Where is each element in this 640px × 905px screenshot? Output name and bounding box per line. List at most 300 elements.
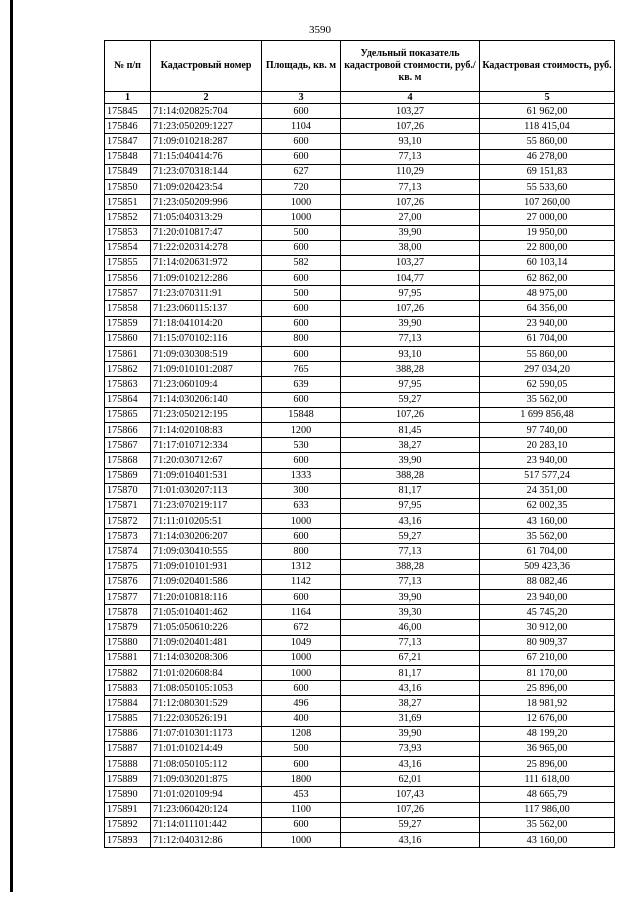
cadastral-number-cell: 71:09:020423:54: [151, 179, 262, 194]
cadastral-value-cell: 69 151,83: [480, 164, 615, 179]
table-row: [105, 422, 615, 437]
table-body: [105, 104, 615, 848]
unit-value-cell: 81,17: [341, 483, 480, 498]
area-cell: 300: [262, 483, 341, 498]
unit-value-cell: 59,27: [341, 817, 480, 832]
cadastral-value-cell: 61 704,00: [480, 544, 615, 559]
cadastral-number-cell: 71:09:010212:286: [151, 271, 262, 286]
table-row: [105, 757, 615, 772]
unit-value-cell: 97,95: [341, 498, 480, 513]
cadastral-number-cell: 71:23:060115:137: [151, 301, 262, 316]
area-cell: 1164: [262, 605, 341, 620]
table-row: [105, 149, 615, 164]
cadastral-number-cell: 71:12:040312:86: [151, 833, 262, 848]
unit-value-cell: 110,29: [341, 164, 480, 179]
row-index-cell: 175859: [105, 316, 151, 331]
area-cell: 400: [262, 711, 341, 726]
unit-value-cell: 77,13: [341, 635, 480, 650]
table-row: [105, 529, 615, 544]
cadastral-number-cell: 71:14:020825:704: [151, 104, 262, 119]
table-row: [105, 772, 615, 787]
table-row: [105, 347, 615, 362]
cadastral-number-cell: 71:09:010401:531: [151, 468, 262, 483]
table-row: [105, 195, 615, 210]
area-cell: 15848: [262, 407, 341, 422]
area-cell: 600: [262, 757, 341, 772]
unit-value-cell: 46,00: [341, 620, 480, 635]
cadastral-value-cell: 1 699 856,48: [480, 407, 615, 422]
header-unit-value: Удельный показатель кадастровой стоимости, руб./кв. м: [341, 41, 480, 92]
area-cell: 496: [262, 696, 341, 711]
area-cell: 720: [262, 179, 341, 194]
column-number: 4: [341, 92, 480, 104]
area-cell: 500: [262, 286, 341, 301]
cadastral-value-cell: 62 002,35: [480, 498, 615, 513]
cadastral-number-cell: 71:20:030712:67: [151, 453, 262, 468]
unit-value-cell: 39,90: [341, 316, 480, 331]
table-row: [105, 696, 615, 711]
cadastral-number-cell: 71:08:050105:1053: [151, 681, 262, 696]
area-cell: 582: [262, 255, 341, 270]
unit-value-cell: 43,16: [341, 757, 480, 772]
table-row: [105, 225, 615, 240]
row-index-cell: 175852: [105, 210, 151, 225]
cadastral-number-cell: 71:23:050209:1227: [151, 119, 262, 134]
unit-value-cell: 104,77: [341, 271, 480, 286]
unit-value-cell: 67,21: [341, 650, 480, 665]
row-index-cell: 175884: [105, 696, 151, 711]
cadastral-value-cell: 23 940,00: [480, 453, 615, 468]
area-cell: 627: [262, 164, 341, 179]
row-index-cell: 175882: [105, 665, 151, 680]
area-cell: 800: [262, 544, 341, 559]
cadastral-value-cell: 517 577,24: [480, 468, 615, 483]
header-index: № п/п: [105, 41, 151, 92]
row-index-cell: 175857: [105, 286, 151, 301]
table-row: [105, 726, 615, 741]
table-row: [105, 574, 615, 589]
row-index-cell: 175858: [105, 301, 151, 316]
row-index-cell: 175847: [105, 134, 151, 149]
table-row: [105, 681, 615, 696]
table-row: [105, 741, 615, 756]
unit-value-cell: 38,00: [341, 240, 480, 255]
unit-value-cell: 39,90: [341, 590, 480, 605]
area-cell: 600: [262, 681, 341, 696]
header-cadastral-number: Кадастровый номер: [151, 41, 262, 92]
area-cell: 600: [262, 149, 341, 164]
table-row: [105, 498, 615, 513]
row-index-cell: 175856: [105, 271, 151, 286]
table-row: [105, 377, 615, 392]
unit-value-cell: 77,13: [341, 179, 480, 194]
area-cell: 600: [262, 817, 341, 832]
header-area: Площадь, кв. м: [262, 41, 341, 92]
cadastral-number-cell: 71:23:050209:996: [151, 195, 262, 210]
table-row: [105, 119, 615, 134]
area-cell: 500: [262, 741, 341, 756]
cadastral-value-cell: 67 210,00: [480, 650, 615, 665]
cadastral-number-cell: 71:07:010301:1173: [151, 726, 262, 741]
area-cell: 1333: [262, 468, 341, 483]
cadastral-number-cell: 71:01:020109:94: [151, 787, 262, 802]
cadastral-number-cell: 71:09:030410:555: [151, 544, 262, 559]
row-index-cell: 175877: [105, 590, 151, 605]
cadastral-value-cell: 23 940,00: [480, 316, 615, 331]
table-row: [105, 787, 615, 802]
unit-value-cell: 27,00: [341, 210, 480, 225]
unit-value-cell: 103,27: [341, 104, 480, 119]
table-row: [105, 650, 615, 665]
column-number-row: [105, 92, 615, 104]
area-cell: 1049: [262, 635, 341, 650]
unit-value-cell: 107,26: [341, 119, 480, 134]
unit-value-cell: 39,90: [341, 225, 480, 240]
cadastral-value-cell: 27 000,00: [480, 210, 615, 225]
area-cell: 1104: [262, 119, 341, 134]
cadastral-value-cell: 35 562,00: [480, 817, 615, 832]
cadastral-value-cell: 61 962,00: [480, 104, 615, 119]
cadastral-number-cell: 71:14:030206:140: [151, 392, 262, 407]
cadastral-value-cell: 30 912,00: [480, 620, 615, 635]
unit-value-cell: 62,01: [341, 772, 480, 787]
row-index-cell: 175845: [105, 104, 151, 119]
unit-value-cell: 77,13: [341, 331, 480, 346]
table-row: [105, 438, 615, 453]
area-cell: 600: [262, 104, 341, 119]
row-index-cell: 175883: [105, 681, 151, 696]
cadastral-value-cell: 118 415,04: [480, 119, 615, 134]
unit-value-cell: 73,93: [341, 741, 480, 756]
area-cell: 600: [262, 134, 341, 149]
area-cell: 600: [262, 590, 341, 605]
area-cell: 1000: [262, 514, 341, 529]
cadastral-value-cell: 35 562,00: [480, 392, 615, 407]
row-index-cell: 175855: [105, 255, 151, 270]
cadastral-number-cell: 71:05:040313:29: [151, 210, 262, 225]
left-margin-rule: [10, 0, 13, 892]
row-index-cell: 175887: [105, 741, 151, 756]
row-index-cell: 175853: [105, 225, 151, 240]
row-index-cell: 175876: [105, 574, 151, 589]
cadastral-number-cell: 71:09:020401:481: [151, 635, 262, 650]
unit-value-cell: 43,16: [341, 681, 480, 696]
cadastral-value-cell: 55 860,00: [480, 347, 615, 362]
unit-value-cell: 77,13: [341, 544, 480, 559]
table-row: [105, 665, 615, 680]
cadastral-value-cell: 45 745,20: [480, 605, 615, 620]
unit-value-cell: 107,26: [341, 301, 480, 316]
area-cell: 600: [262, 529, 341, 544]
cadastral-number-cell: 71:15:040414:76: [151, 149, 262, 164]
cadastral-value-cell: 19 950,00: [480, 225, 615, 240]
row-index-cell: 175846: [105, 119, 151, 134]
cadastral-value-cell: 97 740,00: [480, 422, 615, 437]
cadastral-number-cell: 71:22:030526:191: [151, 711, 262, 726]
table-row: [105, 286, 615, 301]
cadastral-number-cell: 71:23:070219:117: [151, 498, 262, 513]
table-row: [105, 210, 615, 225]
unit-value-cell: 39,90: [341, 453, 480, 468]
area-cell: 765: [262, 362, 341, 377]
cadastral-value-cell: 55 860,00: [480, 134, 615, 149]
cadastral-value-cell: 48 665,79: [480, 787, 615, 802]
cadastral-value-cell: 36 965,00: [480, 741, 615, 756]
cadastral-value-cell: 62 590,05: [480, 377, 615, 392]
unit-value-cell: 38,27: [341, 696, 480, 711]
cadastral-value-cell: 43 160,00: [480, 833, 615, 848]
table-row: [105, 255, 615, 270]
area-cell: 600: [262, 453, 341, 468]
unit-value-cell: 97,95: [341, 286, 480, 301]
unit-value-cell: 107,26: [341, 195, 480, 210]
cadastral-number-cell: 71:14:020631:972: [151, 255, 262, 270]
table-row: [105, 301, 615, 316]
unit-value-cell: 38,27: [341, 438, 480, 453]
cadastral-number-cell: 71:14:011101:442: [151, 817, 262, 832]
cadastral-value-cell: 55 533,60: [480, 179, 615, 194]
row-index-cell: 175871: [105, 498, 151, 513]
row-index-cell: 175869: [105, 468, 151, 483]
table-row: [105, 362, 615, 377]
cadastral-value-cell: 88 082,46: [480, 574, 615, 589]
cadastral-value-cell: 18 981,92: [480, 696, 615, 711]
cadastral-number-cell: 71:05:010401:462: [151, 605, 262, 620]
area-cell: 1000: [262, 210, 341, 225]
cadastral-number-cell: 71:11:010205:51: [151, 514, 262, 529]
row-index-cell: 175865: [105, 407, 151, 422]
cadastral-value-cell: 25 896,00: [480, 681, 615, 696]
table-row: [105, 711, 615, 726]
unit-value-cell: 107,26: [341, 802, 480, 817]
table-row: [105, 590, 615, 605]
unit-value-cell: 43,16: [341, 514, 480, 529]
row-index-cell: 175867: [105, 438, 151, 453]
cadastral-value-cell: 20 283,10: [480, 438, 615, 453]
cadastral-value-table: [104, 40, 615, 848]
row-index-cell: 175886: [105, 726, 151, 741]
area-cell: 1000: [262, 665, 341, 680]
cadastral-number-cell: 71:22:020314:278: [151, 240, 262, 255]
area-cell: 1000: [262, 833, 341, 848]
cadastral-value-cell: 509 423,36: [480, 559, 615, 574]
row-index-cell: 175881: [105, 650, 151, 665]
area-cell: 600: [262, 392, 341, 407]
area-cell: 1312: [262, 559, 341, 574]
cadastral-value-cell: 22 800,00: [480, 240, 615, 255]
cadastral-number-cell: 71:17:010712:334: [151, 438, 262, 453]
table-row: [105, 331, 615, 346]
unit-value-cell: 77,13: [341, 574, 480, 589]
row-index-cell: 175890: [105, 787, 151, 802]
table-row: [105, 817, 615, 832]
cadastral-value-cell: 25 896,00: [480, 757, 615, 772]
area-cell: 672: [262, 620, 341, 635]
area-cell: 1208: [262, 726, 341, 741]
row-index-cell: 175850: [105, 179, 151, 194]
cadastral-number-cell: 71:23:060420:124: [151, 802, 262, 817]
cadastral-value-cell: 80 909,37: [480, 635, 615, 650]
table-row: [105, 468, 615, 483]
cadastral-value-cell: 46 278,00: [480, 149, 615, 164]
area-cell: 500: [262, 225, 341, 240]
cadastral-number-cell: 71:14:020108:83: [151, 422, 262, 437]
cadastral-number-cell: 71:05:050610:226: [151, 620, 262, 635]
cadastral-number-cell: 71:14:030206:207: [151, 529, 262, 544]
area-cell: 800: [262, 331, 341, 346]
cadastral-number-cell: 71:14:030208:306: [151, 650, 262, 665]
area-cell: 1000: [262, 650, 341, 665]
unit-value-cell: 93,10: [341, 347, 480, 362]
area-cell: 600: [262, 271, 341, 286]
row-index-cell: 175892: [105, 817, 151, 832]
row-index-cell: 175860: [105, 331, 151, 346]
area-cell: 1100: [262, 802, 341, 817]
table-row: [105, 514, 615, 529]
cadastral-value-cell: 48 199,20: [480, 726, 615, 741]
row-index-cell: 175854: [105, 240, 151, 255]
area-cell: 1142: [262, 574, 341, 589]
unit-value-cell: 39,30: [341, 605, 480, 620]
cadastral-value-cell: 107 260,00: [480, 195, 615, 210]
unit-value-cell: 59,27: [341, 392, 480, 407]
cadastral-value-cell: 64 356,00: [480, 301, 615, 316]
cadastral-value-cell: 81 170,00: [480, 665, 615, 680]
unit-value-cell: 388,28: [341, 559, 480, 574]
table-row: [105, 635, 615, 650]
row-index-cell: 175862: [105, 362, 151, 377]
header-row: [105, 41, 615, 92]
area-cell: 1200: [262, 422, 341, 437]
row-index-cell: 175868: [105, 453, 151, 468]
cadastral-value-cell: 48 975,00: [480, 286, 615, 301]
unit-value-cell: 388,28: [341, 362, 480, 377]
row-index-cell: 175885: [105, 711, 151, 726]
cadastral-value-cell: 61 704,00: [480, 331, 615, 346]
area-cell: 600: [262, 301, 341, 316]
cadastral-value-cell: 24 351,00: [480, 483, 615, 498]
column-number: 5: [480, 92, 615, 104]
row-index-cell: 175870: [105, 483, 151, 498]
unit-value-cell: 97,95: [341, 377, 480, 392]
area-cell: 600: [262, 240, 341, 255]
row-index-cell: 175874: [105, 544, 151, 559]
unit-value-cell: 81,17: [341, 665, 480, 680]
cadastral-number-cell: 71:20:010818:116: [151, 590, 262, 605]
cadastral-value-cell: 62 862,00: [480, 271, 615, 286]
table-row: [105, 544, 615, 559]
table-row: [105, 271, 615, 286]
cadastral-value-cell: 35 562,00: [480, 529, 615, 544]
cadastral-number-cell: 71:09:030308:519: [151, 347, 262, 362]
header-cadastral-value: Кадастровая стоимость, руб.: [480, 41, 615, 92]
row-index-cell: 175864: [105, 392, 151, 407]
unit-value-cell: 31,69: [341, 711, 480, 726]
unit-value-cell: 81,45: [341, 422, 480, 437]
table-row: [105, 605, 615, 620]
unit-value-cell: 107,43: [341, 787, 480, 802]
cadastral-number-cell: 71:09:010218:287: [151, 134, 262, 149]
row-index-cell: 175878: [105, 605, 151, 620]
cadastral-number-cell: 71:09:010101:931: [151, 559, 262, 574]
row-index-cell: 175879: [105, 620, 151, 635]
row-index-cell: 175880: [105, 635, 151, 650]
cadastral-number-cell: 71:01:030207:113: [151, 483, 262, 498]
table-row: [105, 453, 615, 468]
cadastral-number-cell: 71:12:080301:529: [151, 696, 262, 711]
area-cell: 453: [262, 787, 341, 802]
table-row: [105, 483, 615, 498]
cadastral-value-cell: 12 676,00: [480, 711, 615, 726]
cadastral-number-cell: 71:01:010214:49: [151, 741, 262, 756]
row-index-cell: 175861: [105, 347, 151, 362]
table-row: [105, 104, 615, 119]
row-index-cell: 175849: [105, 164, 151, 179]
cadastral-number-cell: 71:01:020608:84: [151, 665, 262, 680]
unit-value-cell: 43,16: [341, 833, 480, 848]
row-index-cell: 175891: [105, 802, 151, 817]
table-row: [105, 240, 615, 255]
cadastral-number-cell: 71:23:060109:4: [151, 377, 262, 392]
area-cell: 600: [262, 316, 341, 331]
area-cell: 1000: [262, 195, 341, 210]
table-row: [105, 179, 615, 194]
cadastral-value-cell: 23 940,00: [480, 590, 615, 605]
cadastral-value-cell: 60 103,14: [480, 255, 615, 270]
area-cell: 530: [262, 438, 341, 453]
row-index-cell: 175872: [105, 514, 151, 529]
row-index-cell: 175866: [105, 422, 151, 437]
cadastral-number-cell: 71:23:070311:91: [151, 286, 262, 301]
table-row: [105, 620, 615, 635]
table-row: [105, 164, 615, 179]
table-row: [105, 134, 615, 149]
row-index-cell: 175873: [105, 529, 151, 544]
cadastral-number-cell: 71:08:050105:112: [151, 757, 262, 772]
column-number: 2: [151, 92, 262, 104]
column-number: 3: [262, 92, 341, 104]
cadastral-number-cell: 71:09:030201:875: [151, 772, 262, 787]
unit-value-cell: 103,27: [341, 255, 480, 270]
row-index-cell: 175888: [105, 757, 151, 772]
unit-value-cell: 107,26: [341, 407, 480, 422]
unit-value-cell: 93,10: [341, 134, 480, 149]
cadastral-number-cell: 71:15:070102:116: [151, 331, 262, 346]
area-cell: 1800: [262, 772, 341, 787]
cadastral-number-cell: 71:23:070318:144: [151, 164, 262, 179]
row-index-cell: 175863: [105, 377, 151, 392]
table-row: [105, 407, 615, 422]
unit-value-cell: 39,90: [341, 726, 480, 741]
row-index-cell: 175851: [105, 195, 151, 210]
table-row: [105, 316, 615, 331]
table-row: [105, 833, 615, 848]
cadastral-value-cell: 43 160,00: [480, 514, 615, 529]
table-row: [105, 559, 615, 574]
area-cell: 600: [262, 347, 341, 362]
cadastral-value-cell: 297 034,20: [480, 362, 615, 377]
cadastral-number-cell: 71:09:020401:586: [151, 574, 262, 589]
page-number: 3590: [309, 24, 331, 36]
unit-value-cell: 388,28: [341, 468, 480, 483]
row-index-cell: 175875: [105, 559, 151, 574]
cadastral-value-cell: 117 986,00: [480, 802, 615, 817]
cadastral-number-cell: 71:23:050212:195: [151, 407, 262, 422]
table-row: [105, 802, 615, 817]
cadastral-value-cell: 111 618,00: [480, 772, 615, 787]
area-cell: 639: [262, 377, 341, 392]
cadastral-number-cell: 71:09:010101:2087: [151, 362, 262, 377]
